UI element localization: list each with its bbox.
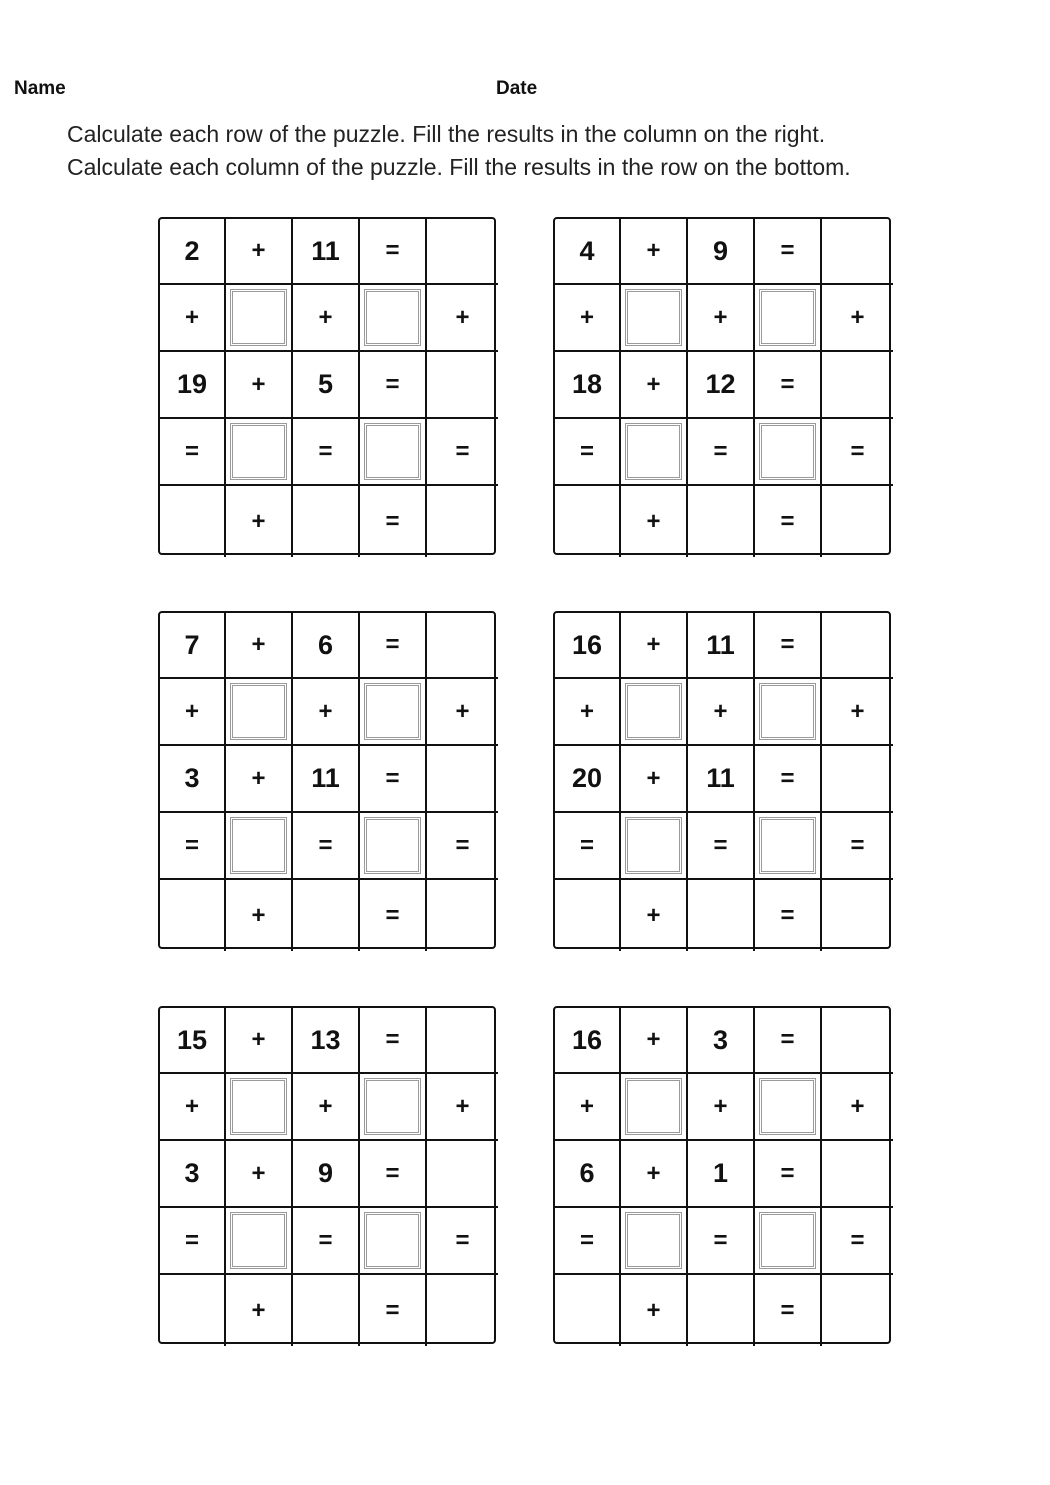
blank-box <box>621 1208 688 1275</box>
equals-sign: = <box>360 880 427 951</box>
blank-box <box>226 285 293 352</box>
equals-sign: = <box>755 613 822 679</box>
number-cell: 9 <box>688 219 755 285</box>
number-cell: 11 <box>293 219 360 285</box>
answer-cell[interactable] <box>822 219 893 285</box>
equals-sign: = <box>755 746 822 813</box>
equals-sign: = <box>755 1008 822 1074</box>
plus-sign: + <box>160 1074 226 1141</box>
blank-box <box>226 1208 293 1275</box>
number-cell: 13 <box>293 1008 360 1074</box>
equals-sign: = <box>427 1208 498 1275</box>
plus-sign: + <box>226 1008 293 1074</box>
number-cell: 11 <box>688 613 755 679</box>
answer-cell[interactable] <box>427 613 498 679</box>
blank-box <box>360 285 427 352</box>
equals-sign: = <box>160 419 226 486</box>
equals-sign: = <box>755 880 822 951</box>
answer-cell[interactable] <box>822 1275 893 1346</box>
puzzle-1 <box>158 217 496 555</box>
blank-box <box>360 1208 427 1275</box>
number-cell: 18 <box>555 352 621 419</box>
plus-sign: + <box>427 285 498 352</box>
plus-sign: + <box>555 285 621 352</box>
blank-box <box>621 813 688 880</box>
plus-sign: + <box>293 679 360 746</box>
equals-sign: = <box>688 813 755 880</box>
blank-box <box>621 419 688 486</box>
answer-cell[interactable] <box>427 219 498 285</box>
plus-sign: + <box>822 679 893 746</box>
answer-cell[interactable] <box>555 880 621 951</box>
name-label: Name <box>14 78 66 99</box>
number-cell: 12 <box>688 352 755 419</box>
blank-box <box>755 813 822 880</box>
puzzle-5 <box>158 1006 496 1344</box>
plus-sign: + <box>621 219 688 285</box>
answer-cell[interactable] <box>427 1275 498 1346</box>
equals-sign: = <box>360 1141 427 1208</box>
blank-box <box>226 419 293 486</box>
number-cell: 3 <box>688 1008 755 1074</box>
equals-sign: = <box>293 419 360 486</box>
answer-cell[interactable] <box>822 613 893 679</box>
plus-sign: + <box>160 679 226 746</box>
plus-sign: + <box>226 880 293 951</box>
blank-box <box>360 419 427 486</box>
equals-sign: = <box>555 1208 621 1275</box>
number-cell: 9 <box>293 1141 360 1208</box>
blank-box <box>755 679 822 746</box>
plus-sign: + <box>226 1275 293 1346</box>
equals-sign: = <box>360 352 427 419</box>
plus-sign: + <box>621 1008 688 1074</box>
number-cell: 11 <box>688 746 755 813</box>
equals-sign: = <box>755 486 822 557</box>
plus-sign: + <box>555 679 621 746</box>
equals-sign: = <box>555 813 621 880</box>
number-cell: 3 <box>160 746 226 813</box>
answer-cell[interactable] <box>822 1141 893 1208</box>
plus-sign: + <box>621 880 688 951</box>
number-cell: 16 <box>555 1008 621 1074</box>
plus-sign: + <box>822 285 893 352</box>
equals-sign: = <box>160 813 226 880</box>
number-cell: 11 <box>293 746 360 813</box>
blank-box <box>755 1074 822 1141</box>
number-cell: 20 <box>555 746 621 813</box>
answer-cell[interactable] <box>822 1008 893 1074</box>
plus-sign: + <box>621 613 688 679</box>
equals-sign: = <box>755 1275 822 1346</box>
plus-sign: + <box>555 1074 621 1141</box>
plus-sign: + <box>688 285 755 352</box>
puzzle-3 <box>158 611 496 949</box>
equals-sign: = <box>688 419 755 486</box>
plus-sign: + <box>226 746 293 813</box>
answer-cell[interactable] <box>555 1275 621 1346</box>
answer-cell[interactable] <box>160 1275 226 1346</box>
answer-cell[interactable] <box>427 746 498 813</box>
number-cell: 3 <box>160 1141 226 1208</box>
plus-sign: + <box>427 1074 498 1141</box>
number-cell: 6 <box>555 1141 621 1208</box>
instructions: Calculate each row of the puzzle. Fill the results in the column on the right. Calculate each column of the puzzle. Fill the results in the row on the bottom. <box>67 121 851 180</box>
plus-sign: + <box>621 746 688 813</box>
equals-sign: = <box>822 1208 893 1275</box>
number-cell: 19 <box>160 352 226 419</box>
equals-sign: = <box>822 813 893 880</box>
blank-box <box>226 679 293 746</box>
answer-cell[interactable] <box>427 1008 498 1074</box>
blank-box <box>755 1208 822 1275</box>
plus-sign: + <box>293 285 360 352</box>
puzzle-2 <box>553 217 891 555</box>
equals-sign: = <box>427 813 498 880</box>
answer-cell[interactable] <box>160 486 226 557</box>
answer-cell[interactable] <box>160 880 226 951</box>
equals-sign: = <box>688 1208 755 1275</box>
number-cell: 1 <box>688 1141 755 1208</box>
number-cell: 16 <box>555 613 621 679</box>
date-label: Date <box>496 78 538 99</box>
answer-cell[interactable] <box>822 880 893 951</box>
plus-sign: + <box>621 1141 688 1208</box>
plus-sign: + <box>621 352 688 419</box>
equals-sign: = <box>360 746 427 813</box>
equals-sign: = <box>360 613 427 679</box>
blank-box <box>755 285 822 352</box>
puzzle-6 <box>553 1006 891 1344</box>
answer-cell[interactable] <box>688 486 755 557</box>
equals-sign: = <box>360 1275 427 1346</box>
number-cell: 15 <box>160 1008 226 1074</box>
equals-sign: = <box>755 219 822 285</box>
number-cell: 5 <box>293 352 360 419</box>
blank-box <box>360 813 427 880</box>
equals-sign: = <box>427 419 498 486</box>
equals-sign: = <box>360 1008 427 1074</box>
plus-sign: + <box>226 219 293 285</box>
blank-box <box>226 813 293 880</box>
plus-sign: + <box>226 486 293 557</box>
blank-box <box>621 1074 688 1141</box>
equals-sign: = <box>755 1141 822 1208</box>
plus-sign: + <box>226 1141 293 1208</box>
plus-sign: + <box>293 1074 360 1141</box>
equals-sign: = <box>360 486 427 557</box>
plus-sign: + <box>160 285 226 352</box>
plus-sign: + <box>688 1074 755 1141</box>
puzzle-4 <box>553 611 891 949</box>
answer-cell[interactable] <box>427 880 498 951</box>
equals-sign: = <box>293 813 360 880</box>
blank-box <box>621 679 688 746</box>
plus-sign: + <box>621 486 688 557</box>
blank-box <box>621 285 688 352</box>
number-cell: 2 <box>160 219 226 285</box>
answer-cell[interactable] <box>822 352 893 419</box>
equals-sign: = <box>822 419 893 486</box>
number-cell: 4 <box>555 219 621 285</box>
answer-cell[interactable] <box>293 486 360 557</box>
answer-cell[interactable] <box>688 880 755 951</box>
blank-box <box>755 419 822 486</box>
equals-sign: = <box>360 219 427 285</box>
number-cell: 6 <box>293 613 360 679</box>
blank-box <box>360 1074 427 1141</box>
plus-sign: + <box>226 613 293 679</box>
answer-cell[interactable] <box>293 1275 360 1346</box>
equals-sign: = <box>293 1208 360 1275</box>
answer-cell[interactable] <box>822 486 893 557</box>
answer-cell[interactable] <box>555 486 621 557</box>
plus-sign: + <box>427 679 498 746</box>
equals-sign: = <box>555 419 621 486</box>
blank-box <box>226 1074 293 1141</box>
answer-cell[interactable] <box>822 746 893 813</box>
blank-box <box>360 679 427 746</box>
plus-sign: + <box>688 679 755 746</box>
number-cell: 7 <box>160 613 226 679</box>
plus-sign: + <box>822 1074 893 1141</box>
answer-cell[interactable] <box>427 486 498 557</box>
equals-sign: = <box>755 352 822 419</box>
answer-cell[interactable] <box>293 880 360 951</box>
answer-cell[interactable] <box>427 1141 498 1208</box>
equals-sign: = <box>160 1208 226 1275</box>
answer-cell[interactable] <box>427 352 498 419</box>
plus-sign: + <box>226 352 293 419</box>
answer-cell[interactable] <box>688 1275 755 1346</box>
plus-sign: + <box>621 1275 688 1346</box>
